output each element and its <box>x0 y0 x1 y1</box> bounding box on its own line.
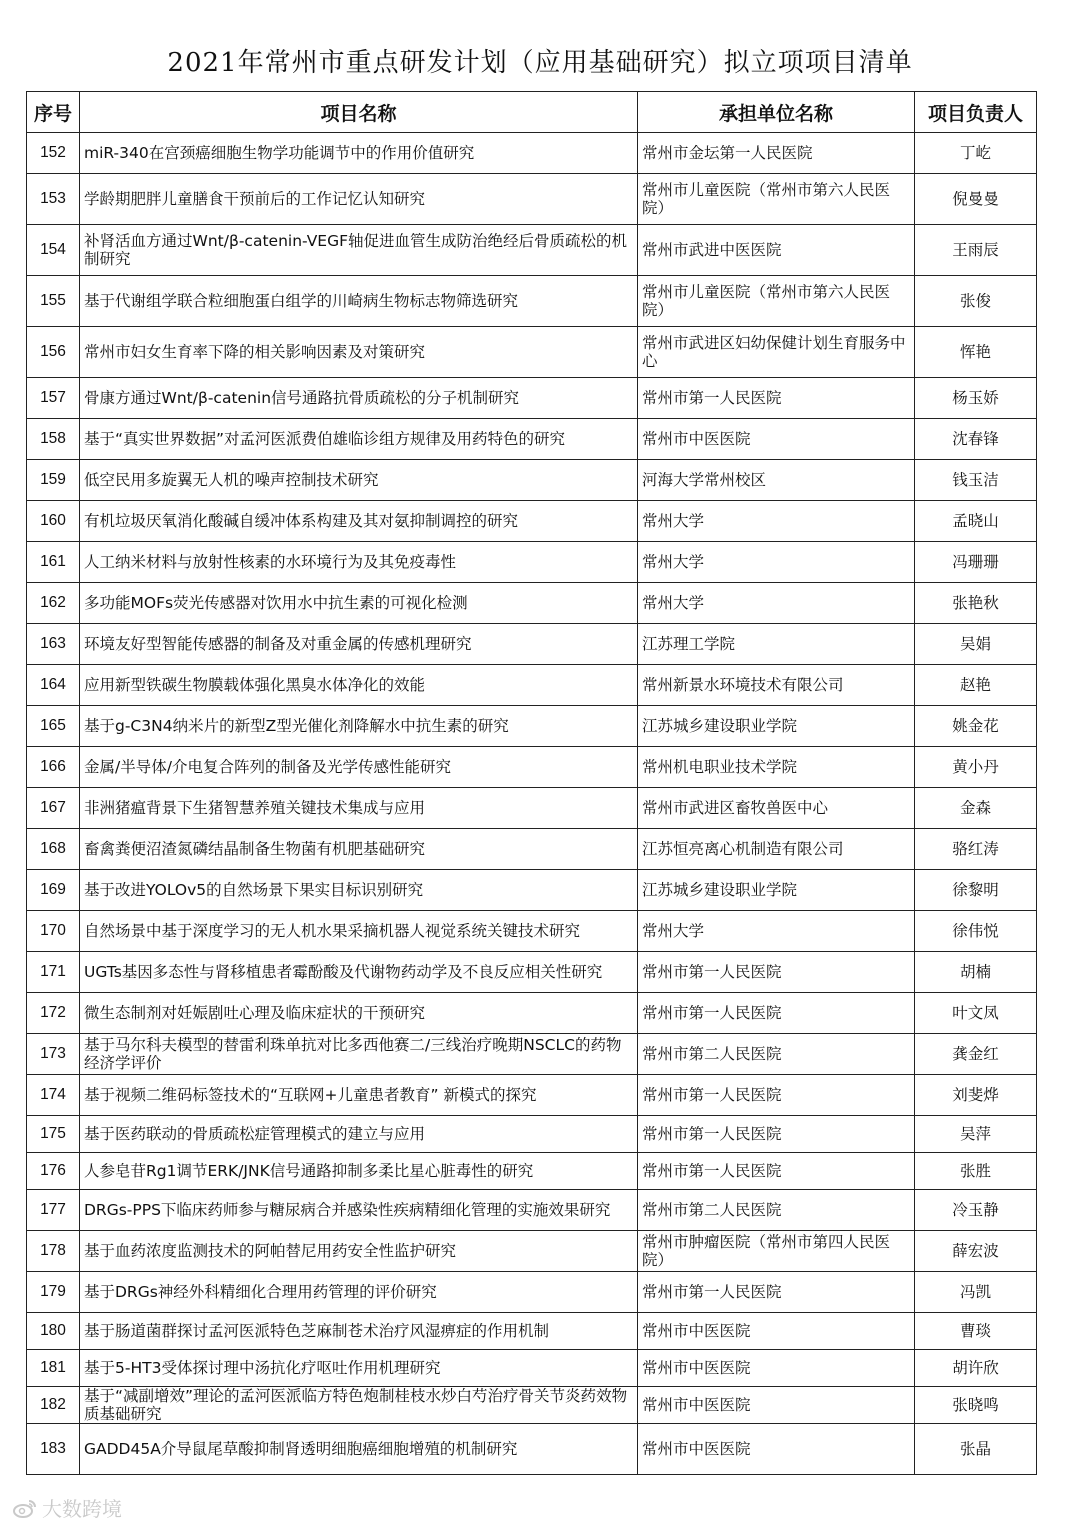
cell-project-name: 应用新型铁碳生物膜载体强化黑臭水体净化的效能 <box>80 665 638 706</box>
cell-project-leader: 张晶 <box>915 1424 1037 1475</box>
cell-undertaking-unit: 常州市儿童医院（常州市第六人民医院） <box>638 174 915 225</box>
cell-project-name: 补肾活血方通过Wnt/β-catenin-VEGF轴促进血管生成防治绝经后骨质疏松的机制研究 <box>80 225 638 276</box>
cell-serial-number: 182 <box>27 1387 80 1424</box>
cell-serial-number: 154 <box>27 225 80 276</box>
cell-undertaking-unit: 常州市第一人民医院 <box>638 993 915 1034</box>
cell-project-leader: 叶文凤 <box>915 993 1037 1034</box>
cell-project-leader: 冯凯 <box>915 1272 1037 1313</box>
table-row <box>27 133 1037 174</box>
cell-serial-number: 155 <box>27 276 80 327</box>
project-list-table <box>26 91 1037 1475</box>
watermark-text: 大数跨境 <box>42 1497 122 1521</box>
cell-project-name: 基于视频二维码标签技术的“互联网+儿童患者教育” 新模式的探究 <box>80 1075 638 1116</box>
cell-project-name: 基于代谢组学联合粒细胞蛋白组学的川崎病生物标志物筛选研究 <box>80 276 638 327</box>
table-row <box>27 1313 1037 1350</box>
cell-project-name: 基于改进YOLOv5的自然场景下果实目标识别研究 <box>80 870 638 911</box>
cell-project-name: 基于g-C3N4纳米片的新型Z型光催化剂降解水中抗生素的研究 <box>80 706 638 747</box>
table-row <box>27 952 1037 993</box>
cell-project-name: 基于医药联动的骨质疏松症管理模式的建立与应用 <box>80 1116 638 1153</box>
table-row <box>27 225 1037 276</box>
cell-project-leader: 孟晓山 <box>915 501 1037 542</box>
table-row <box>27 378 1037 419</box>
cell-project-name: 自然场景中基于深度学习的无人机水果采摘机器人视觉系统关键技术研究 <box>80 911 638 952</box>
cell-project-name: 骨康方通过Wnt/β-catenin信号通路抗骨质疏松的分子机制研究 <box>80 378 638 419</box>
cell-undertaking-unit: 常州市儿童医院（常州市第六人民医院） <box>638 276 915 327</box>
cell-project-name: 有机垃圾厌氧消化酸碱自缓冲体系构建及其对氨抑制调控的研究 <box>80 501 638 542</box>
table-row <box>27 1387 1037 1424</box>
table-row <box>27 276 1037 327</box>
document-title: 2021年常州市重点研发计划（应用基础研究）拟立项项目清单 <box>167 48 913 78</box>
cell-project-leader: 曹琰 <box>915 1313 1037 1350</box>
table-row <box>27 665 1037 706</box>
cell-undertaking-unit: 常州市第一人民医院 <box>638 1153 915 1190</box>
cell-serial-number: 161 <box>27 542 80 583</box>
cell-serial-number: 160 <box>27 501 80 542</box>
cell-serial-number: 165 <box>27 706 80 747</box>
cell-project-leader: 薛宏波 <box>915 1231 1037 1272</box>
cell-project-name: miR-340在宫颈癌细胞生物学功能调节中的作用价值研究 <box>80 133 638 174</box>
header-project-name: 项目名称 <box>80 92 638 133</box>
cell-serial-number: 153 <box>27 174 80 225</box>
cell-project-name: 基于血药浓度监测技术的阿帕替尼用药安全性监护研究 <box>80 1231 638 1272</box>
weibo-logo-icon <box>12 1498 38 1518</box>
cell-project-name: 低空民用多旋翼无人机的噪声控制技术研究 <box>80 460 638 501</box>
table-row <box>27 747 1037 788</box>
cell-project-name: 人参皂苷Rg1调节ERK/JNK信号通路抑制多柔比星心脏毒性的研究 <box>80 1153 638 1190</box>
table-row <box>27 174 1037 225</box>
cell-project-name: 基于马尔科夫模型的替雷利珠单抗对比多西他赛二/三线治疗晚期NSCLC的药物经济学评价 <box>80 1034 638 1075</box>
table-row <box>27 788 1037 829</box>
cell-project-leader: 杨玉娇 <box>915 378 1037 419</box>
cell-undertaking-unit: 常州机电职业技术学院 <box>638 747 915 788</box>
cell-serial-number: 178 <box>27 1231 80 1272</box>
cell-serial-number: 157 <box>27 378 80 419</box>
cell-serial-number: 171 <box>27 952 80 993</box>
table-row <box>27 1190 1037 1231</box>
cell-serial-number: 170 <box>27 911 80 952</box>
cell-undertaking-unit: 江苏恒亮离心机制造有限公司 <box>638 829 915 870</box>
watermark <box>12 1493 122 1522</box>
cell-undertaking-unit: 常州市第一人民医院 <box>638 1075 915 1116</box>
cell-serial-number: 167 <box>27 788 80 829</box>
cell-serial-number: 179 <box>27 1272 80 1313</box>
table-row <box>27 870 1037 911</box>
cell-project-leader: 胡楠 <box>915 952 1037 993</box>
table-row <box>27 583 1037 624</box>
cell-project-leader: 姚金花 <box>915 706 1037 747</box>
cell-serial-number: 175 <box>27 1116 80 1153</box>
cell-project-leader: 徐黎明 <box>915 870 1037 911</box>
cell-undertaking-unit: 常州大学 <box>638 911 915 952</box>
cell-project-leader: 张胜 <box>915 1153 1037 1190</box>
cell-project-name: 基于肠道菌群探讨孟河医派特色芝麻制苍术治疗风湿痹症的作用机制 <box>80 1313 638 1350</box>
cell-project-leader: 金森 <box>915 788 1037 829</box>
cell-project-leader: 黄小丹 <box>915 747 1037 788</box>
cell-serial-number: 166 <box>27 747 80 788</box>
table-row <box>27 460 1037 501</box>
table-row <box>27 327 1037 378</box>
table-row <box>27 1424 1037 1475</box>
cell-undertaking-unit: 常州市第一人民医院 <box>638 378 915 419</box>
cell-project-name: 常州市妇女生育率下降的相关影响因素及对策研究 <box>80 327 638 378</box>
cell-project-name: 学龄期肥胖儿童膳食干预前后的工作记忆认知研究 <box>80 174 638 225</box>
cell-project-leader: 张晓鸣 <box>915 1387 1037 1424</box>
cell-undertaking-unit: 常州市第一人民医院 <box>638 952 915 993</box>
cell-serial-number: 163 <box>27 624 80 665</box>
cell-undertaking-unit: 常州市中医医院 <box>638 1313 915 1350</box>
cell-serial-number: 159 <box>27 460 80 501</box>
cell-project-leader: 丁屹 <box>915 133 1037 174</box>
cell-project-leader: 王雨辰 <box>915 225 1037 276</box>
cell-project-name: 环境友好型智能传感器的制备及对重金属的传感机理研究 <box>80 624 638 665</box>
cell-serial-number: 158 <box>27 419 80 460</box>
cell-serial-number: 176 <box>27 1153 80 1190</box>
cell-serial-number: 156 <box>27 327 80 378</box>
cell-serial-number: 183 <box>27 1424 80 1475</box>
cell-project-leader: 胡许欣 <box>915 1350 1037 1387</box>
cell-serial-number: 168 <box>27 829 80 870</box>
cell-undertaking-unit: 常州新景水环境技术有限公司 <box>638 665 915 706</box>
table-row <box>27 542 1037 583</box>
cell-serial-number: 164 <box>27 665 80 706</box>
cell-undertaking-unit: 常州市中医医院 <box>638 419 915 460</box>
cell-project-name: 非洲猪瘟背景下生猪智慧养殖关键技术集成与应用 <box>80 788 638 829</box>
header-project-leader: 项目负责人 <box>915 92 1037 133</box>
cell-undertaking-unit: 常州市第一人民医院 <box>638 1272 915 1313</box>
cell-undertaking-unit: 江苏城乡建设职业学院 <box>638 706 915 747</box>
table-row <box>27 1231 1037 1272</box>
cell-undertaking-unit: 常州市中医医院 <box>638 1424 915 1475</box>
cell-undertaking-unit: 常州市金坛第一人民医院 <box>638 133 915 174</box>
table-row <box>27 706 1037 747</box>
cell-project-leader: 恽艳 <box>915 327 1037 378</box>
table-body <box>27 133 1037 1475</box>
table-row <box>27 1153 1037 1190</box>
cell-project-name: 基于DRGs神经外科精细化合理用药管理的评价研究 <box>80 1272 638 1313</box>
table-row <box>27 1075 1037 1116</box>
table-row <box>27 1034 1037 1075</box>
header-undertaking-unit: 承担单位名称 <box>638 92 915 133</box>
cell-serial-number: 173 <box>27 1034 80 1075</box>
cell-serial-number: 162 <box>27 583 80 624</box>
table-row <box>27 993 1037 1034</box>
cell-serial-number: 181 <box>27 1350 80 1387</box>
table-row <box>27 1350 1037 1387</box>
table-row <box>27 829 1037 870</box>
cell-serial-number: 152 <box>27 133 80 174</box>
cell-project-leader: 吴娟 <box>915 624 1037 665</box>
cell-project-leader: 倪曼曼 <box>915 174 1037 225</box>
cell-project-leader: 沈春锋 <box>915 419 1037 460</box>
cell-undertaking-unit: 常州市中医医院 <box>638 1350 915 1387</box>
cell-serial-number: 169 <box>27 870 80 911</box>
cell-project-name: UGTs基因多态性与肾移植患者霉酚酸及代谢物药动学及不良反应相关性研究 <box>80 952 638 993</box>
cell-project-leader: 赵艳 <box>915 665 1037 706</box>
cell-undertaking-unit: 常州市武进区妇幼保健计划生育服务中心 <box>638 327 915 378</box>
header-serial-number: 序号 <box>27 92 80 133</box>
cell-project-leader: 徐伟悦 <box>915 911 1037 952</box>
table-row <box>27 911 1037 952</box>
table-row <box>27 1272 1037 1313</box>
cell-undertaking-unit: 常州大学 <box>638 501 915 542</box>
cell-undertaking-unit: 常州大学 <box>638 583 915 624</box>
cell-project-leader: 冷玉静 <box>915 1190 1037 1231</box>
cell-project-name: 人工纳米材料与放射性核素的水环境行为及其免疫毒性 <box>80 542 638 583</box>
cell-project-name: 金属/半导体/介电复合阵列的制备及光学传感性能研究 <box>80 747 638 788</box>
cell-undertaking-unit: 常州市肿瘤医院（常州市第四人民医院） <box>638 1231 915 1272</box>
cell-project-leader: 龚金红 <box>915 1034 1037 1075</box>
table-row <box>27 1116 1037 1153</box>
cell-undertaking-unit: 河海大学常州校区 <box>638 460 915 501</box>
cell-undertaking-unit: 常州市第二人民医院 <box>638 1034 915 1075</box>
cell-undertaking-unit: 江苏理工学院 <box>638 624 915 665</box>
cell-serial-number: 180 <box>27 1313 80 1350</box>
cell-project-leader: 吴萍 <box>915 1116 1037 1153</box>
table-row <box>27 501 1037 542</box>
cell-undertaking-unit: 常州市武进中医医院 <box>638 225 915 276</box>
cell-undertaking-unit: 常州大学 <box>638 542 915 583</box>
cell-project-name: 微生态制剂对妊娠剧吐心理及临床症状的干预研究 <box>80 993 638 1034</box>
cell-serial-number: 177 <box>27 1190 80 1231</box>
cell-undertaking-unit: 常州市第一人民医院 <box>638 1116 915 1153</box>
cell-project-name: 基于“减副增效”理论的孟河医派临方特色炮制桂枝水炒白芍治疗骨关节炎药效物质基础研究 <box>80 1387 638 1424</box>
cell-undertaking-unit: 常州市武进区畜牧兽医中心 <box>638 788 915 829</box>
cell-serial-number: 172 <box>27 993 80 1034</box>
cell-project-leader: 张艳秋 <box>915 583 1037 624</box>
cell-project-name: 基于5-HT3受体探讨理中汤抗化疗呕吐作用机理研究 <box>80 1350 638 1387</box>
cell-project-name: 多功能MOFs荧光传感器对饮用水中抗生素的可视化检测 <box>80 583 638 624</box>
cell-project-leader: 张俊 <box>915 276 1037 327</box>
cell-serial-number: 174 <box>27 1075 80 1116</box>
table-row <box>27 624 1037 665</box>
cell-project-leader: 钱玉洁 <box>915 460 1037 501</box>
cell-project-name: GADD45A介导鼠尾草酸抑制肾透明细胞癌细胞增殖的机制研究 <box>80 1424 638 1475</box>
table-row <box>27 419 1037 460</box>
cell-undertaking-unit: 江苏城乡建设职业学院 <box>638 870 915 911</box>
cell-project-name: 畜禽粪便沼渣氮磷结晶制备生物菌有机肥基础研究 <box>80 829 638 870</box>
cell-project-name: 基于“真实世界数据”对孟河医派费伯雄临诊组方规律及用药特色的研究 <box>80 419 638 460</box>
cell-project-leader: 冯珊珊 <box>915 542 1037 583</box>
table-header-row <box>27 92 1037 133</box>
cell-project-leader: 刘斐烨 <box>915 1075 1037 1116</box>
cell-project-name: DRGs-PPS下临床药师参与糖尿病合并感染性疾病精细化管理的实施效果研究 <box>80 1190 638 1231</box>
cell-undertaking-unit: 常州市中医医院 <box>638 1387 915 1424</box>
cell-undertaking-unit: 常州市第二人民医院 <box>638 1190 915 1231</box>
cell-project-leader: 骆红涛 <box>915 829 1037 870</box>
